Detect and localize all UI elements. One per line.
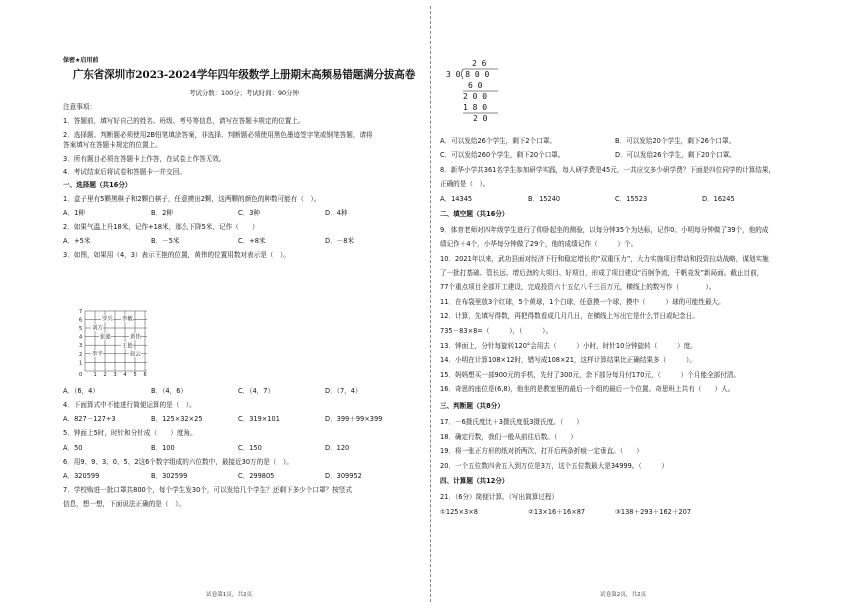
column-divider — [430, 6, 431, 602]
fill-line: 13．钟面上，分针每旋转120°会用去（ ）小时，时针10分钟旋转（ ）度。 — [440, 342, 697, 350]
calc-item-2: ②13×16＋16×87 — [528, 508, 586, 516]
x-tick: 0 — [79, 372, 83, 377]
question-7: 7．学校购进一批口罩共800个，每个学生发30个，可以发给几个学生？还剩下多少个口罩？按竖式 — [63, 486, 352, 494]
seat-grid-figure — [77, 309, 153, 377]
fill-line: 了一批打基础、管长远、增后劲的大项目、好项目，形成了项目建设“百舸争流，千帆竞发”新局面。截止目前， — [440, 269, 764, 277]
fill-line: 9．体育老师对四年级学生进行了仰卧起坐的测验，以每分钟35个为达标，记作0。小明每分钟做了39个，他的成 — [440, 226, 769, 234]
question-6: 6．用9、9、3、0、5、2这6个数字组成的六位数中，最接近30万的是（ ）。 — [63, 458, 293, 466]
option-a[interactable]: A．1种 — [63, 209, 85, 217]
x-tick: 2 — [103, 372, 107, 377]
option-d[interactable]: D．－8米 — [325, 237, 355, 245]
section-judge: 三、判断题（共8分） — [440, 402, 504, 410]
option-a[interactable]: A．320599 — [63, 472, 100, 480]
fill-line: 735－83×8=（ ），（ ）。 — [440, 327, 553, 335]
option-b[interactable]: B．（4，6） — [151, 387, 187, 395]
q7-option-a[interactable]: A．可以发给26个学生，剩下2个口罩。 — [440, 137, 557, 145]
option-d[interactable]: D．4种 — [325, 209, 348, 217]
option-b[interactable]: B．15240 — [528, 195, 561, 203]
confidential-mark: 保密★启用前 — [63, 57, 99, 64]
page-footer: 试卷第2页，共2页 — [600, 592, 647, 598]
option-d[interactable]: D．（7，4） — [325, 387, 362, 395]
note-item: 答案填写在答题卡规定的位置上。 — [63, 141, 162, 149]
question-21: 21．（6分）简便计算。（写出简算过程） — [440, 493, 559, 501]
division-line: 2 0 0 — [463, 92, 488, 101]
option-a[interactable]: A．50 — [63, 444, 83, 452]
fill-line: 12．计算，先填写得数，再把得数看成几月几日，在横线上写出它是什么节日或纪念日。 — [440, 312, 699, 320]
q7-option-d[interactable]: D．可以发给26个学生，剩下20个口罩。 — [615, 151, 736, 159]
name-wangyan: 王艳 — [122, 343, 133, 350]
page-title: 广东省深圳市2023-2024学年四年级数学上册期末高频易错题满分拔高卷 — [72, 69, 416, 81]
fill-line: 16．奇思的座位是(6,8)，他坐的是教室里的最后一个组的最后一个位置。奇思班上共有（ ）人。 — [440, 385, 735, 393]
y-tick: 5 — [79, 326, 83, 332]
option-b[interactable]: B．302599 — [151, 472, 188, 480]
option-a[interactable]: A．14345 — [440, 195, 473, 203]
question-2: 2．如果气温上升18米，记作+18米，那么下降5米，记作（ ） — [63, 223, 259, 231]
fill-line: 10．2021年以来，武功县面对经济下行和稳定增长的“双重压力”，大力实施项目带动和投资拉动战略，谋划实施 — [440, 255, 769, 263]
quotient: 2 6 — [472, 59, 487, 68]
long-division-figure — [446, 58, 506, 128]
question-7-cont: 信息，想一想，下面说法正确的是（ ）。 — [63, 500, 185, 508]
option-c[interactable]: C．319×101 — [238, 415, 280, 423]
note-item: 3．所有题目必须在答题卡上作答，在试卷上作答无效。 — [63, 155, 226, 163]
question-4: 4．下面算式中不能进行简便运算的是（ ）。 — [63, 401, 196, 409]
option-a[interactable]: A．+5米 — [63, 237, 91, 245]
option-b[interactable]: B．－5米 — [151, 237, 180, 245]
name-zhangqiang: 张强 — [100, 334, 111, 341]
fill-line: 77个重点项目全部开工建设，完成投资六十五亿八千三百万元，横线上的数写作（ ）。 — [440, 283, 716, 291]
section-choice: 一、选择题（共16分） — [63, 181, 132, 189]
division-line: 2 0 — [473, 114, 488, 123]
fill-line: 11．在布袋里放3个红球，5个黄球，1个白球，任意摸一个球，摸中（ ）球的可能性最大。 — [440, 298, 725, 306]
section-calc: 四、计算题（共12分） — [440, 477, 509, 485]
x-tick: 6 — [143, 372, 147, 377]
name-liufang: 刘方 — [92, 325, 103, 332]
question-8: 8．新华小学共361名学生参加研学实践，每人研学费是45元，一共应交多少研学费？下面是四位同学的计算结果， — [440, 166, 776, 174]
y-tick: 7 — [79, 309, 83, 315]
division-line: 6 0 — [468, 81, 483, 90]
judge-line: 19．将一张正方形的纸对折两次，打开后两条折痕一定垂直。（ ） — [440, 447, 643, 455]
notes-heading: 注意事项： — [63, 103, 96, 111]
x-tick: 3 — [113, 372, 117, 377]
option-b[interactable]: B．100 — [151, 444, 175, 452]
calc-item-1: ①125×3×8 — [440, 508, 478, 516]
option-d[interactable]: D．399＋99×399 — [325, 415, 383, 423]
option-b[interactable]: B．2种 — [151, 209, 173, 217]
page-footer: 试卷第1页，共2页 — [206, 592, 253, 598]
q7-option-b[interactable]: B．可以发给20个学生，剩下26个口罩。 — [615, 137, 736, 145]
question-8-cont: 正确的是（ ）。 — [440, 180, 490, 188]
option-a[interactable]: A．（6，4） — [63, 387, 99, 395]
option-d[interactable]: D．16245 — [702, 195, 735, 203]
option-d[interactable]: D．120 — [325, 444, 350, 452]
q7-option-c[interactable]: C．可以发给260个学生，剩下20个口罩。 — [440, 151, 565, 159]
judge-line: 20．一个五位数四舍五入到万位是3万，这个五位数最大是34999。（ ） — [440, 462, 669, 470]
question-5: 5．钟面上5时，时针和分针成（ ）度角。 — [63, 429, 197, 437]
fill-line: 14．小明在计算108×12时，错写成108×21，这样计算结果比正确结果多（ ）。 — [440, 356, 696, 364]
option-c[interactable]: C．299805 — [238, 472, 275, 480]
section-fill: 二、填空题（共16分） — [440, 210, 509, 218]
x-tick: 5 — [133, 372, 137, 377]
name-limin: 李敏 — [122, 316, 133, 323]
note-item: 4．考试结束后将试卷和答题卡一并交回。 — [63, 168, 186, 176]
option-c[interactable]: C．150 — [238, 444, 262, 452]
division-line: 1 8 0 — [463, 103, 488, 112]
x-tick: 4 — [123, 372, 127, 377]
calc-item-3: ③138＋293＋162＋207 — [615, 508, 692, 516]
x-tick: 1 — [93, 372, 97, 377]
question-3: 3．如图，如果用（4，3）表示王艳的位置，黄伟的位置用数对表示是（ ）。 — [63, 251, 290, 259]
name-luobing: 罗兵 — [102, 316, 113, 323]
judge-line: 18．确定行数，我们一般从前往后数。（ ） — [440, 433, 577, 441]
exam-info: 考试分数：100分；考试时间：90分钟 — [189, 89, 299, 97]
option-c[interactable]: C．3种 — [238, 209, 260, 217]
question-1: 1．盒子里有5颗黑棋子和2颗白棋子，任意摸出2颗，这两颗的颜色的种数可能有（ ）。 — [63, 195, 321, 203]
judge-line: 17．－6摄氏度比＋3摄氏度低3摄氏度。（ ） — [440, 418, 583, 426]
option-b[interactable]: B．125×32×25 — [151, 415, 203, 423]
option-c[interactable]: C．+8米 — [238, 237, 266, 245]
option-c[interactable]: C．15523 — [615, 195, 648, 203]
option-c[interactable]: C．（4，7） — [238, 387, 275, 395]
division-line: 3 0 8 0 0 — [446, 70, 490, 79]
fill-line: 绩记作＋4个，小华每分钟做了29个，他的成绩记作（ ）个。 — [440, 240, 638, 248]
fill-line: 15．妈妈想买一部900元的手机，先付了300元，余下部分每月付170元，（ ）个月能全部付清。 — [440, 371, 741, 379]
y-tick: 6 — [79, 317, 83, 324]
name-liping: 李平 — [92, 351, 103, 358]
note-item: 2．选择题、判断题必须使用2B铅笔填涂答案，非选择、判断题必须使用黑色墨迹签字笔或钢笔答题，请将 — [63, 131, 373, 139]
option-a[interactable]: A．827－127÷3 — [63, 415, 116, 423]
name-zhaoyun: 赵云 — [130, 351, 141, 358]
name-huangwei: 黄伟 — [130, 334, 141, 341]
y-tick: 1 — [79, 360, 83, 367]
note-item: 1．答题前，填写好自己的姓名、班级、考号等信息，请写在答题卡规定的位置上。 — [63, 117, 305, 125]
option-d[interactable]: D．309952 — [325, 472, 362, 480]
y-tick: 4 — [79, 334, 83, 341]
y-tick: 3 — [79, 343, 83, 350]
y-tick: 2 — [79, 351, 83, 358]
